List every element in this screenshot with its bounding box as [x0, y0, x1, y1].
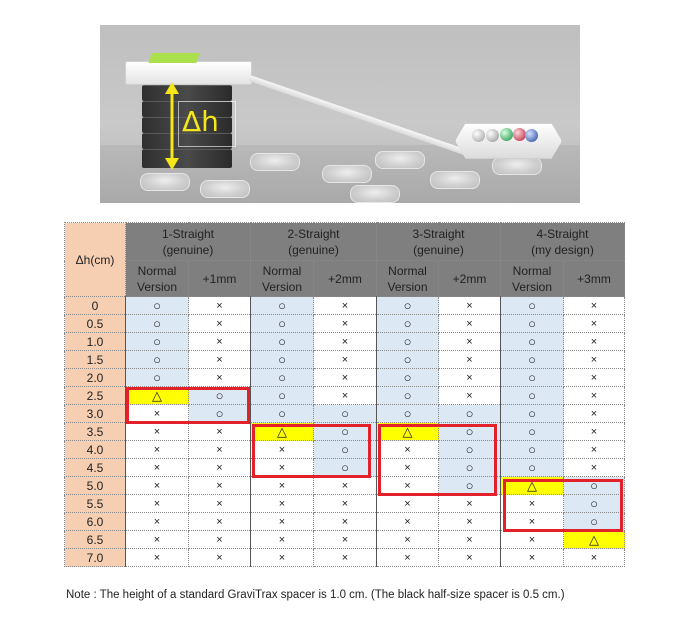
dh-value: 0 — [65, 297, 126, 315]
result-symbol: × — [278, 516, 286, 528]
result-symbol: × — [153, 480, 161, 492]
result-fail — [314, 369, 377, 387]
result-symbol: ○ — [278, 369, 286, 385]
result-symbol: × — [216, 552, 223, 564]
result-symbol: × — [216, 462, 223, 474]
result-pass — [251, 387, 314, 405]
photo-marble — [472, 129, 485, 142]
result-fail — [189, 351, 251, 369]
photo-marble — [525, 129, 538, 142]
result-pass — [501, 441, 564, 459]
result-fail — [314, 513, 377, 531]
result-symbol: × — [341, 318, 349, 330]
result-fail — [314, 333, 377, 351]
result-symbol: × — [153, 534, 161, 546]
result-symbol: ○ — [278, 297, 286, 313]
result-symbol: × — [278, 480, 286, 492]
result-symbol: × — [528, 552, 536, 564]
result-symbol: × — [528, 534, 536, 546]
result-fail — [564, 405, 625, 423]
result-symbol: × — [341, 552, 349, 564]
result-pass — [501, 405, 564, 423]
result-symbol: × — [216, 354, 223, 366]
result-symbol: × — [590, 354, 598, 366]
result-symbol: × — [341, 336, 349, 348]
photo-tray — [140, 173, 190, 191]
result-fail — [439, 351, 501, 369]
result-symbol: ○ — [403, 369, 412, 385]
result-symbol: × — [216, 318, 223, 330]
photo-tray — [200, 180, 250, 198]
result-symbol: × — [590, 552, 598, 564]
dh-value: 4.5 — [65, 459, 126, 477]
result-pass — [377, 315, 439, 333]
result-fail — [439, 369, 501, 387]
table-row — [65, 531, 625, 549]
result-symbol: × — [528, 498, 536, 510]
result-symbol: × — [466, 354, 473, 366]
subheader-normal: Normal Version — [377, 261, 439, 297]
result-symbol: × — [466, 390, 473, 402]
result-symbol: × — [590, 444, 598, 456]
result-fail — [126, 549, 189, 567]
table-row — [65, 351, 625, 369]
table-row — [65, 333, 625, 351]
table-row — [65, 315, 625, 333]
result-pass — [251, 405, 314, 423]
result-symbol: × — [466, 552, 473, 564]
result-pass — [314, 405, 377, 423]
result-symbol: △ — [589, 531, 599, 547]
dh-value: 1.0 — [65, 333, 126, 351]
dh-value: 6.5 — [65, 531, 126, 549]
result-pass — [126, 369, 189, 387]
dh-value: 3.0 — [65, 405, 126, 423]
result-symbol: × — [466, 516, 473, 528]
result-pass — [251, 315, 314, 333]
result-symbol: ○ — [465, 441, 474, 457]
result-fail — [189, 531, 251, 549]
photo-gravitrax-setup — [100, 25, 580, 203]
result-fail — [126, 423, 189, 441]
result-pass — [501, 423, 564, 441]
photo-spacer-black — [142, 85, 232, 101]
result-fail — [439, 387, 501, 405]
photo-green-launcher — [148, 53, 199, 63]
result-symbol: × — [590, 462, 598, 474]
photo-dh-label: Δh — [182, 105, 219, 138]
result-symbol: ○ — [403, 387, 412, 403]
photo-marble — [486, 129, 499, 142]
result-fail — [439, 333, 501, 351]
result-fail — [189, 333, 251, 351]
result-pass — [501, 351, 564, 369]
result-symbol: ○ — [153, 297, 161, 313]
result-symbol: ○ — [590, 495, 598, 511]
result-symbol: ○ — [278, 405, 286, 421]
result-symbol: × — [341, 372, 349, 384]
result-pass — [439, 405, 501, 423]
result-symbol: × — [341, 300, 349, 312]
result-fail — [501, 531, 564, 549]
result-pass — [377, 333, 439, 351]
subheader-offset: +2mm — [314, 261, 377, 297]
result-symbol: × — [216, 516, 223, 528]
result-pass — [377, 351, 439, 369]
result-symbol: × — [341, 354, 349, 366]
result-symbol: × — [153, 462, 161, 474]
result-symbol: ○ — [341, 405, 349, 421]
photo-top-tile — [125, 61, 252, 85]
result-fail — [314, 387, 377, 405]
result-fail — [564, 459, 625, 477]
highlight-box — [252, 424, 371, 478]
result-symbol: × — [216, 444, 223, 456]
result-symbol: ○ — [528, 441, 536, 457]
table-row — [65, 369, 625, 387]
result-symbol: × — [278, 534, 286, 546]
result-fail — [189, 513, 251, 531]
result-symbol: ○ — [403, 315, 412, 331]
result-symbol: △ — [402, 423, 413, 439]
result-symbol: × — [278, 552, 286, 564]
result-symbol: × — [153, 552, 161, 564]
dh-value: 3.5 — [65, 423, 126, 441]
group-header: 1-Straight (genuine) — [126, 223, 251, 261]
result-symbol: ○ — [528, 315, 536, 331]
result-fail — [314, 351, 377, 369]
dh-column-header: Δh(cm) — [65, 223, 126, 297]
result-pass — [501, 369, 564, 387]
photo-tray — [322, 165, 372, 183]
result-fail — [314, 297, 377, 315]
result-symbol: ○ — [528, 333, 536, 349]
subheader-normal: Normal Version — [501, 261, 564, 297]
subheader-normal: Normal Version — [126, 261, 189, 297]
result-symbol: × — [216, 498, 223, 510]
result-symbol: × — [216, 426, 223, 438]
result-symbol: × — [590, 318, 598, 330]
result-symbol: × — [590, 390, 598, 402]
result-symbol: ○ — [528, 369, 536, 385]
result-symbol: △ — [527, 477, 537, 493]
result-pass — [377, 387, 439, 405]
result-fail — [501, 549, 564, 567]
dh-value: 2.5 — [65, 387, 126, 405]
result-symbol: × — [528, 516, 536, 528]
dh-value: 0.5 — [65, 315, 126, 333]
result-symbol: ○ — [465, 405, 474, 421]
result-symbol: ○ — [403, 351, 412, 367]
photo-tray — [350, 185, 400, 203]
result-symbol: ○ — [528, 423, 536, 439]
result-symbol: × — [466, 372, 473, 384]
result-fail — [564, 549, 625, 567]
result-fail — [189, 423, 251, 441]
group-header: 3-Straight (genuine) — [377, 223, 501, 261]
dh-value: 4.0 — [65, 441, 126, 459]
result-symbol: ○ — [528, 459, 536, 475]
result-symbol: × — [153, 426, 161, 438]
result-fail — [564, 369, 625, 387]
result-fail — [377, 531, 439, 549]
subheader-offset: +2mm — [439, 261, 501, 297]
result-symbol: × — [404, 498, 411, 510]
result-symbol: × — [404, 462, 411, 474]
result-fail — [189, 495, 251, 513]
result-symbol: × — [216, 534, 223, 546]
result-symbol: × — [153, 444, 161, 456]
result-pass — [377, 405, 439, 423]
result-symbol: ○ — [403, 333, 412, 349]
result-symbol: ○ — [215, 387, 224, 403]
result-marginal — [564, 531, 625, 549]
result-pass — [251, 351, 314, 369]
result-pass — [126, 333, 189, 351]
result-symbol: ○ — [153, 315, 161, 331]
result-symbol: × — [404, 444, 411, 456]
dh-value: 1.5 — [65, 351, 126, 369]
result-fail — [439, 297, 501, 315]
result-fail — [439, 531, 501, 549]
photo-tray — [375, 151, 425, 169]
result-fail — [126, 477, 189, 495]
result-symbol: × — [341, 498, 349, 510]
result-symbol: × — [466, 498, 473, 510]
result-symbol: ○ — [465, 459, 474, 475]
result-symbol: × — [404, 516, 411, 528]
result-symbol: ○ — [153, 369, 161, 385]
result-fail — [251, 495, 314, 513]
result-pass — [126, 351, 189, 369]
result-symbol: ○ — [403, 297, 412, 313]
result-symbol: × — [216, 480, 223, 492]
photo-marble — [500, 128, 513, 141]
result-symbol: ○ — [528, 297, 536, 313]
result-symbol: × — [590, 372, 598, 384]
result-pass — [377, 297, 439, 315]
result-symbol: × — [590, 300, 598, 312]
result-fail — [564, 387, 625, 405]
result-symbol: × — [278, 498, 286, 510]
result-symbol: × — [466, 318, 473, 330]
result-fail — [126, 459, 189, 477]
result-symbol: ○ — [528, 405, 536, 421]
result-symbol: ○ — [465, 477, 474, 493]
result-fail — [189, 477, 251, 495]
result-fail — [189, 369, 251, 387]
result-fail — [439, 549, 501, 567]
result-symbol: ○ — [341, 459, 349, 475]
result-fail — [251, 549, 314, 567]
result-pass — [501, 315, 564, 333]
result-pass — [377, 369, 439, 387]
result-fail — [564, 351, 625, 369]
result-fail — [439, 315, 501, 333]
result-symbol: ○ — [403, 405, 412, 421]
result-symbol: ○ — [153, 351, 161, 367]
result-symbol: × — [341, 390, 349, 402]
result-fail — [126, 495, 189, 513]
result-symbol: × — [466, 336, 473, 348]
result-fail — [189, 459, 251, 477]
dh-value: 5.5 — [65, 495, 126, 513]
result-pass — [501, 333, 564, 351]
result-pass — [501, 459, 564, 477]
result-fail — [314, 477, 377, 495]
result-symbol: × — [341, 534, 349, 546]
result-symbol: ○ — [153, 333, 161, 349]
table-row — [65, 297, 625, 315]
table-row — [65, 549, 625, 567]
result-symbol: ○ — [278, 315, 286, 331]
result-pass — [501, 297, 564, 315]
result-fail — [314, 531, 377, 549]
result-fail — [251, 477, 314, 495]
result-fail — [189, 549, 251, 567]
dh-value: 5.0 — [65, 477, 126, 495]
photo-tray — [430, 171, 480, 189]
result-fail — [564, 441, 625, 459]
result-pass — [251, 297, 314, 315]
result-fail — [189, 315, 251, 333]
result-symbol: × — [466, 534, 473, 546]
result-symbol: ○ — [278, 387, 286, 403]
result-symbol: × — [590, 408, 598, 420]
result-symbol: ○ — [278, 351, 286, 367]
result-symbol: × — [216, 372, 223, 384]
result-fail — [564, 315, 625, 333]
result-fail — [377, 549, 439, 567]
highlight-box — [378, 424, 497, 496]
result-symbol: × — [404, 534, 411, 546]
result-symbol: × — [341, 480, 349, 492]
highlight-box — [126, 387, 250, 424]
result-symbol: × — [153, 408, 161, 420]
result-symbol: × — [216, 300, 223, 312]
result-symbol: × — [341, 516, 349, 528]
result-symbol: ○ — [341, 441, 349, 457]
subheader-offset: +1mm — [189, 261, 251, 297]
group-header: 2-Straight (genuine) — [251, 223, 377, 261]
result-symbol: ○ — [341, 423, 349, 439]
result-symbol: × — [404, 480, 411, 492]
result-symbol: ○ — [465, 423, 474, 439]
result-symbol: × — [466, 300, 473, 312]
group-header: 4-Straight (my design) — [501, 223, 625, 261]
result-fail — [377, 513, 439, 531]
result-symbol: × — [590, 426, 598, 438]
result-fail — [314, 315, 377, 333]
result-fail — [251, 531, 314, 549]
result-symbol: ○ — [215, 405, 224, 421]
result-fail — [564, 297, 625, 315]
result-symbol: △ — [152, 387, 162, 403]
result-symbol: × — [278, 444, 286, 456]
result-fail — [439, 495, 501, 513]
result-fail — [314, 495, 377, 513]
result-fail — [126, 441, 189, 459]
result-symbol: × — [153, 498, 161, 510]
photo-spacer-black — [142, 149, 232, 168]
result-fail — [189, 297, 251, 315]
photo-tray — [250, 153, 300, 171]
dh-value: 7.0 — [65, 549, 126, 567]
result-pass — [126, 315, 189, 333]
result-symbol: ○ — [528, 387, 536, 403]
result-fail — [564, 333, 625, 351]
highlight-box — [503, 479, 623, 532]
result-pass — [251, 333, 314, 351]
result-pass — [501, 387, 564, 405]
subheader-normal: Normal Version — [251, 261, 314, 297]
result-pass — [126, 297, 189, 315]
result-symbol: × — [216, 336, 223, 348]
result-symbol: ○ — [528, 351, 536, 367]
result-symbol: × — [278, 462, 286, 474]
result-fail — [314, 549, 377, 567]
result-symbol: ○ — [278, 333, 286, 349]
result-fail — [189, 441, 251, 459]
result-symbol: × — [153, 516, 161, 528]
result-fail — [439, 513, 501, 531]
result-symbol: × — [590, 336, 598, 348]
dh-value: 6.0 — [65, 513, 126, 531]
result-symbol: × — [404, 552, 411, 564]
result-fail — [564, 423, 625, 441]
result-pass — [251, 369, 314, 387]
result-symbol: ○ — [590, 513, 598, 529]
result-fail — [377, 495, 439, 513]
result-fail — [251, 513, 314, 531]
subheader-offset: +3mm — [564, 261, 625, 297]
result-fail — [126, 513, 189, 531]
dh-value: 2.0 — [65, 369, 126, 387]
result-symbol: ○ — [590, 477, 598, 493]
result-symbol: △ — [277, 423, 287, 439]
photo-tray — [492, 157, 542, 175]
result-fail — [126, 531, 189, 549]
footnote: Note : The height of a standard GraviTrax spacer is 1.0 cm. (The black half-size spacer is 0.5 cm.) — [66, 589, 565, 601]
